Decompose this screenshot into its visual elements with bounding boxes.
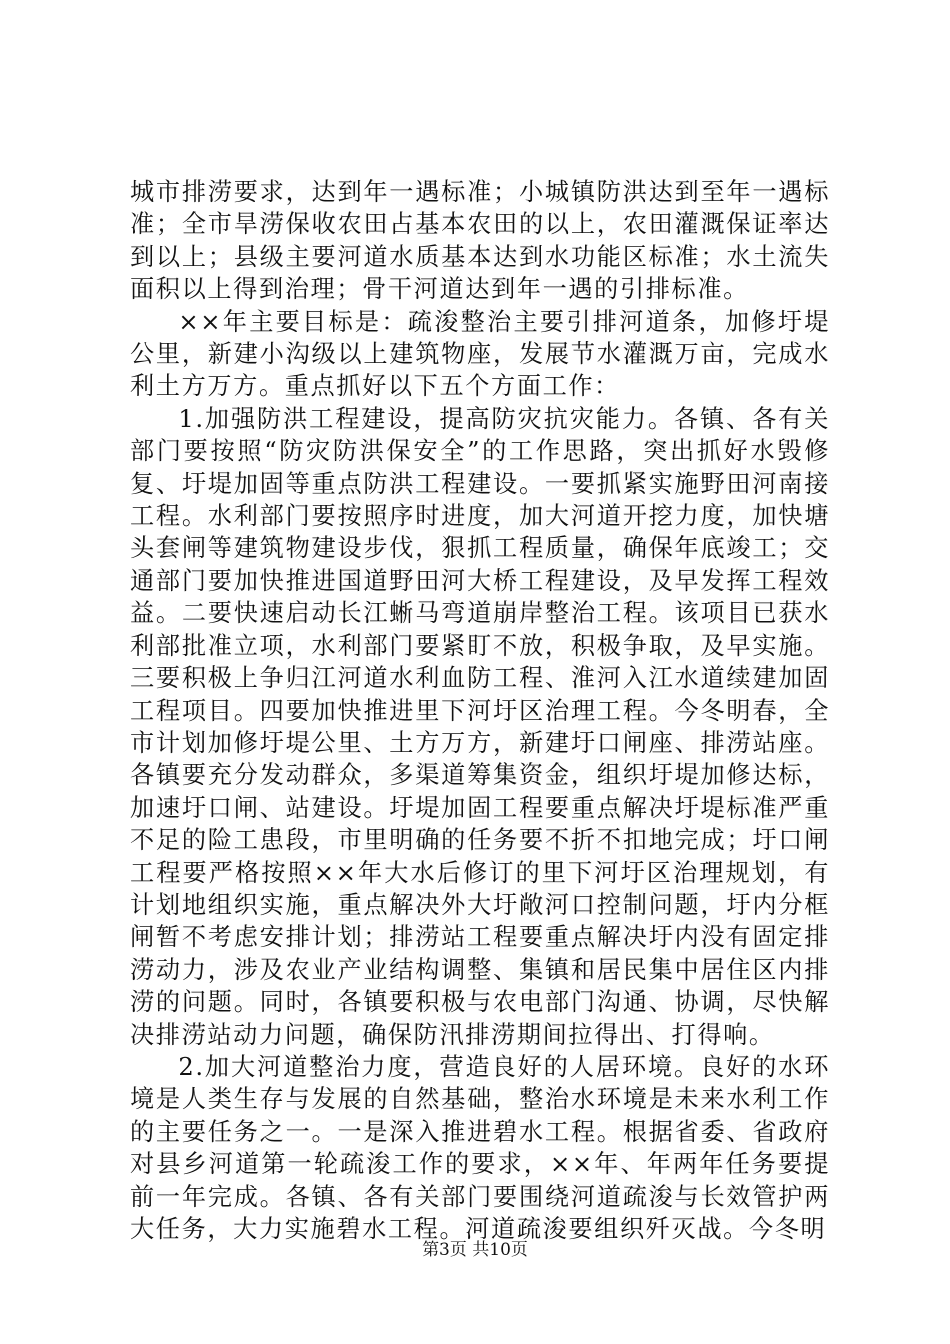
paragraph-1: 城市排涝要求，达到年一遇标准；小城镇防洪达到至年一遇标准；全市旱涝保收农田占基本农田的以上，农田灌溉保证率达到以上；县级主要河道水质基本达到水功能区标准；水土流失面积以上得到治理；骨干河道达到年一遇的引排标准。	[130, 178, 830, 304]
paragraph-4: 2.加大河道整治力度，营造良好的人居环境。良好的水环境是人类生存与发展的自然基础，整治水环境是未来水利工作的主要任务之一。一是深入推进碧水工程。根据省委、省政府对县乡河道第一轮疏浚工作的要求，××年、年两年任务要提前一年完成。各镇、各有关部门要围绕河道疏浚与长效管护两大任务，大力实施碧水工程。河道疏浚要组织歼灭战。今冬明	[130, 1052, 830, 1243]
page-footer: 第3页 共10页	[422, 1240, 528, 1260]
document-body	[130, 176, 830, 1245]
paragraph-2: ××年主要目标是：疏浚整治主要引排河道条，加修圩堤公里，新建小沟级以上建筑物座，发展节水灌溉万亩，完成水利土方万方。重点抓好以下五个方面工作：	[130, 307, 830, 401]
paragraph-3: 1.加强防洪工程建设，提高防灾抗灾能力。各镇、各有关部门要按照“防灾防洪保安全”的工作思路，突出抓好水毁修复、圩堤加固等重点防洪工程建设。一要抓紧实施野田河南接工程。水利部门要按照序时进度，加大河道开挖力度，加快塘头套闸等建筑物建设步伐，狠抓工程质量，确保年底竣工；交通部门要加快推进国道野田河大桥工程建设，及早发挥工程效益。二要快速启动长江蜥马弯道崩岸整治工程。该项目已获水利部批准立项，水利部门要紧盯不放，积极争取，及早实施。三要积极上争归江河道水利血防工程、淮河入江水道续建加固工程项目。四要加快推进里下河圩区治理工程。今冬明春，全市计划加修圩堤公里、土方万方，新建圩口闸座、排涝站座。各镇要充分发动群众，多渠道筹集资金，组织圩堤加修达标，加速圩口闸、站建设。圩堤加固工程要重点解决圩堤标准严重不足的险工患段，市里明确的任务要不折不扣地完成；圩口闸工程要严格按照××年大水后修订的里下河圩区治理规划，有计划地组织实施，重点解决外大圩敞河口控制问题，圩内分框闸暂不考虑安排计划；排涝站工程要重点解决圩内没有固定排涝动力，涉及农业产业结构调整、集镇和居民集中居住区内排涝的问题。同时，各镇要积极与农电部门沟通、协调，尽快解决排涝站动力问题，确保防汛排涝期间拉得出、打得响。	[130, 404, 830, 1049]
